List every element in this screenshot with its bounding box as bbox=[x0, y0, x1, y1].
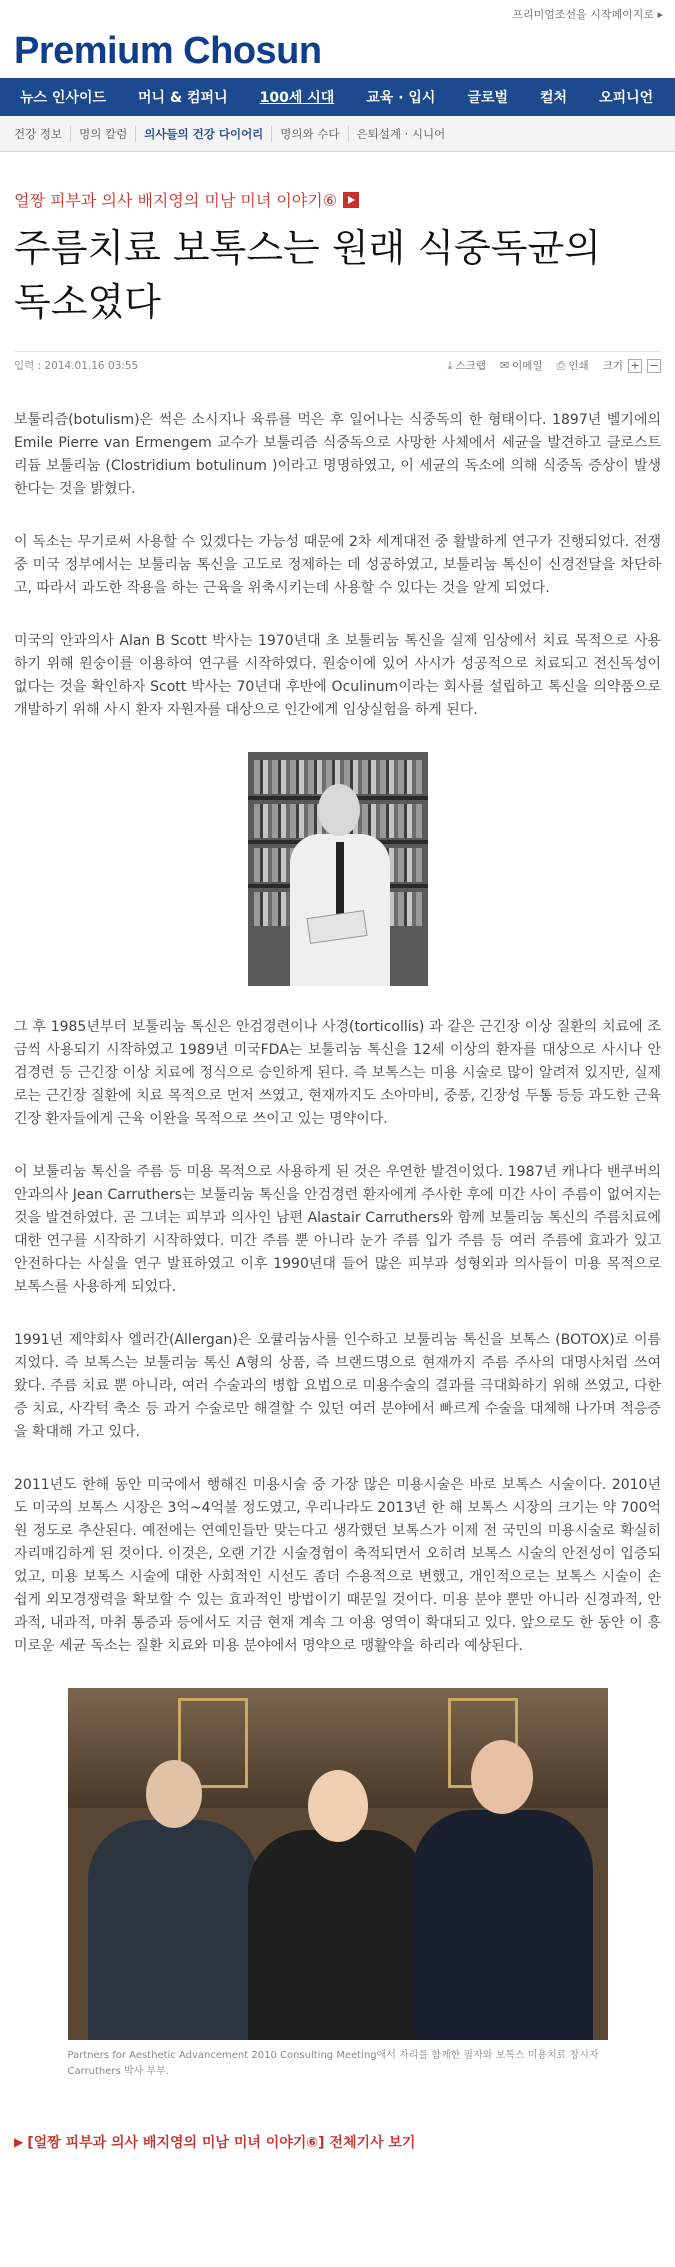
subnav-retirement[interactable]: 은퇴설계 · 시니어 bbox=[356, 126, 446, 141]
article-body bbox=[14, 409, 661, 2080]
person-right-body bbox=[413, 1810, 593, 2040]
site-logo[interactable]: Premium Chosun bbox=[14, 30, 322, 72]
article bbox=[0, 188, 675, 2172]
download-icon: ⤓ bbox=[447, 358, 453, 372]
font-size-label: 크기 bbox=[602, 360, 623, 372]
subnav-doctor-diary[interactable]: 의사들의 건강 다이어리 bbox=[136, 126, 272, 142]
person-center bbox=[248, 1740, 428, 2040]
nav-global[interactable]: 글로벌 bbox=[467, 90, 509, 106]
article-title-line1: 주름치료 보톡스는 원래 식중독균의 bbox=[14, 226, 601, 270]
paragraph: 1991년 제약회사 엘러간(Allergan)은 오큘리눔사를 인수하고 보툴리눔 톡신을 보톡스 (BOTOX)로 이름 지었다. 즉 보톡스는 보툴리눔 톡신 A형의 상품, 즉 브랜드명으로 현재까지 주름 주사의 대명사처럼 쓰여 왔다. 주름 치료 뿐 아니라, 여러 수술과의 병합 요법으로 미용수술의 결과를 극대화하기 위해 쓰였고, 다한증 치료, 사각턱 축소 등 과거 수술로만 해결할 수 있던 여러 분야에서 빠르게 수술을 대체해 나가며 적응증을 확대해 가고 있다. bbox=[14, 1332, 661, 1440]
nav-news-inside[interactable]: 뉴스 인사이드 bbox=[20, 90, 107, 106]
article-tools bbox=[448, 358, 661, 373]
series-title[interactable]: 얼짱 피부과 의사 배지영의 미남 미녀 이야기⑥ bbox=[14, 191, 338, 210]
person-left bbox=[88, 1740, 258, 2040]
nav-education[interactable]: 교육 · 입시 bbox=[366, 90, 436, 106]
article-title bbox=[14, 221, 661, 329]
print-label: 인쇄 bbox=[568, 360, 589, 372]
series-link[interactable] bbox=[14, 188, 661, 211]
subnav-health-info[interactable]: 건강 정보 bbox=[6, 126, 71, 142]
print-button[interactable] bbox=[557, 358, 589, 373]
person-tie bbox=[336, 842, 344, 922]
full-series-link-text[interactable]: [얼짱 피부과 의사 배지영의 미남 미녀 이야기⑥] 전체기사 보기 bbox=[27, 2135, 416, 2151]
sub-nav bbox=[0, 116, 675, 152]
full-series-link[interactable] bbox=[14, 2132, 661, 2172]
main-nav bbox=[0, 78, 675, 116]
paragraph: 2011년도 한해 동안 미국에서 행해진 미용시술 중 가장 많은 미용시술은 바로 보톡스 시술이다. 2010년도 미국의 보톡스 시장은 3억~4억불 정도였고, 우리나라도 2013년 한 해 보톡스 시장의 크기는 약 700억원 정도로 추산된다. 예전에는 연예인들만 맞는다고 생각했던 보톡스가 이제 전 국민의 미용시술로 확실히 자리매김하게 된 것이다. 이것은, 오랜 기간 시술경험이 축적되면서 오히려 보톡스 시술의 안전성이 입증되었고, 미용 보톡스 시술에 대한 사회적인 시선도 좀더 수용적으로 변했고, 개인적으로는 보톡스 시술이 손쉽게 외모경쟁력을 확보할 수 있는 효과적인 방법이기 때문일 것이다. 미용 분야 뿐만 아니라 신경과적, 안과적, 내과적, 마취 통증과 등에서도 지금 현재 계속 그 이용 영역이 확대되고 있다. 앞으로도 한 동안 이 흥미로운 세균 독소는 질환 치료와 미용 분야에서 명약으로 맹활약을 하리라 예상된다. bbox=[14, 1477, 661, 1654]
person-center-body bbox=[248, 1830, 428, 2040]
top-utility-bar bbox=[0, 0, 675, 26]
nav-money-company[interactable]: 머니 & 컴퍼니 bbox=[138, 90, 228, 106]
person-right bbox=[413, 1720, 593, 2040]
nav-opinion[interactable]: 오피니언 bbox=[599, 90, 654, 106]
paragraph: 이 독소는 무기로써 사용할 수 있겠다는 가능성 때문에 2차 세계대전 중 활발하게 연구가 진행되었다. 전쟁 중 미국 정부에서는 보툴리눔 톡신을 고도로 정제하는 데 성공하였고, 보툴리눔 톡신이 신경전달을 차단하고, 따라서 과도한 작용을 하는 근육을 위축시키는데 사용할 수 있다는 것을 알게 되었다. bbox=[14, 534, 661, 596]
person-center-head bbox=[308, 1770, 368, 1842]
arrow-right-icon: ▶ bbox=[14, 2135, 24, 2149]
printer-icon: ⎙ bbox=[556, 358, 566, 372]
photo-scott bbox=[248, 752, 428, 986]
email-label: 이메일 bbox=[512, 360, 543, 372]
person-left-body bbox=[88, 1820, 258, 2040]
paragraph: 보툴리즘(botulism)은 썩은 소시지나 육류를 먹은 후 일어나는 식중독의 한 형태이다. 1897년 벨기에의 Emile Pierre van Ermengem 교수가 보툴리즘 식중독으로 사망한 사체에서 세균을 발견하고 클로스트리듐 보툴리눔 (Clostridium botulinum )이라고 명명하였고, 이 세균의 독소에 의해 식중독 증상이 발생한다는 것을 밝혔다. bbox=[14, 412, 661, 497]
nav-culture[interactable]: 컬처 bbox=[540, 90, 568, 106]
envelope-icon: ✉ bbox=[499, 359, 510, 372]
paragraph: 그 후 1985년부터 보툴리눔 톡신은 안검경련이나 사경(torticollis) 과 같은 근긴장 이상 질환의 치료에 조금씩 사용되기 시작하였고 1989년 미국FDA는 보툴리눔 톡신을 12세 이상의 환자를 대상으로 사시나 안검경련 등 근긴장 이상 치료에 정식으로 승인하게 된다. 즉 보톡스는 미용 시술로 많이 알려져 있지만, 실제로는 근긴장 질환에 치료 목적으로 먼저 쓰였고, 현재까지도 소아마비, 중풍, 긴장성 두통 등등 과도한 근육 긴장 환자들에게 근육 이완을 목적으로 쓰이고 있는 명약이다. bbox=[14, 1019, 661, 1127]
set-homepage-link[interactable]: 프리미엄조선을 시작페이지로 ▸ bbox=[512, 8, 663, 21]
person-head bbox=[318, 784, 360, 836]
scrap-label: 스크랩 bbox=[455, 360, 486, 372]
scrap-button[interactable] bbox=[448, 358, 486, 373]
font-increase-icon[interactable]: + bbox=[628, 359, 642, 373]
paragraph: 미국의 안과의사 Alan B Scott 박사는 1970년대 초 보툴리눔 톡신을 실제 임상에서 치료 목적으로 사용하기 위해 원숭이를 이용하여 연구를 시작하였다. 원숭이에 있어 사시가 성공적으로 치료되고 전신독성이 없다는 것을 확인하자 Scott 박사는 70년대 후반에 Oculinum이라는 회사를 설립하고 톡신을 의약품으로 개발하기 위해 사시 환자 자원자를 대상으로 인간에게 임상실험을 하게 된다. bbox=[14, 633, 661, 718]
header bbox=[0, 26, 675, 78]
article-meta bbox=[14, 351, 661, 379]
email-button[interactable] bbox=[500, 358, 543, 373]
font-decrease-icon[interactable]: − bbox=[647, 359, 661, 373]
photo-caption: Partners for Aesthetic Advancement 2010 Consulting Meeting에서 자리를 함께한 필자와 보톡스 미용치료 창시자 Carruthers 박사 부부. bbox=[67, 2050, 599, 2077]
subnav-doctor-column[interactable]: 명의 칼럼 bbox=[71, 126, 136, 142]
arrow-right-icon[interactable] bbox=[343, 192, 359, 208]
nav-100-years[interactable]: 100세 시대 bbox=[259, 90, 335, 106]
person-right-head bbox=[471, 1740, 533, 1814]
person-left-head bbox=[146, 1760, 202, 1828]
photo-meeting bbox=[68, 1688, 608, 2040]
paragraph: 이 보툴리눔 톡신을 주름 등 미용 목적으로 사용하게 된 것은 우연한 발견이었다. 1987년 캐나다 밴쿠버의 안과의사 Jean Carruthers는 보툴리눔 톡신을 안검경련 환자에게 주사한 후에 미간 사이 주름이 없어지는 것을 발견하였다. 곧 그녀는 피부과 의사인 남편 Alastair Carruthers와 함께 보툴리눔 톡신의 주름치료에 대한 연구를 시작하기 시작하였다. 미간 주름 뿐 아니라 눈가 주름 입가 주름 등 여러 주름에 효과가 있고 안전하다는 사실을 연구 발표하였고 이후 1990년대 들어 많은 피부과 성형외과 의사들이 미용 목적으로 보톡스를 사용하게 되었다. bbox=[14, 1164, 661, 1295]
article-date: 입력 : 2014.01.16 03:55 bbox=[14, 360, 139, 372]
font-size-control bbox=[603, 358, 661, 373]
article-title-line2: 독소였다 bbox=[14, 280, 161, 324]
person-figure bbox=[290, 784, 390, 986]
subnav-doctor-talk[interactable]: 명의와 수다 bbox=[272, 126, 348, 142]
